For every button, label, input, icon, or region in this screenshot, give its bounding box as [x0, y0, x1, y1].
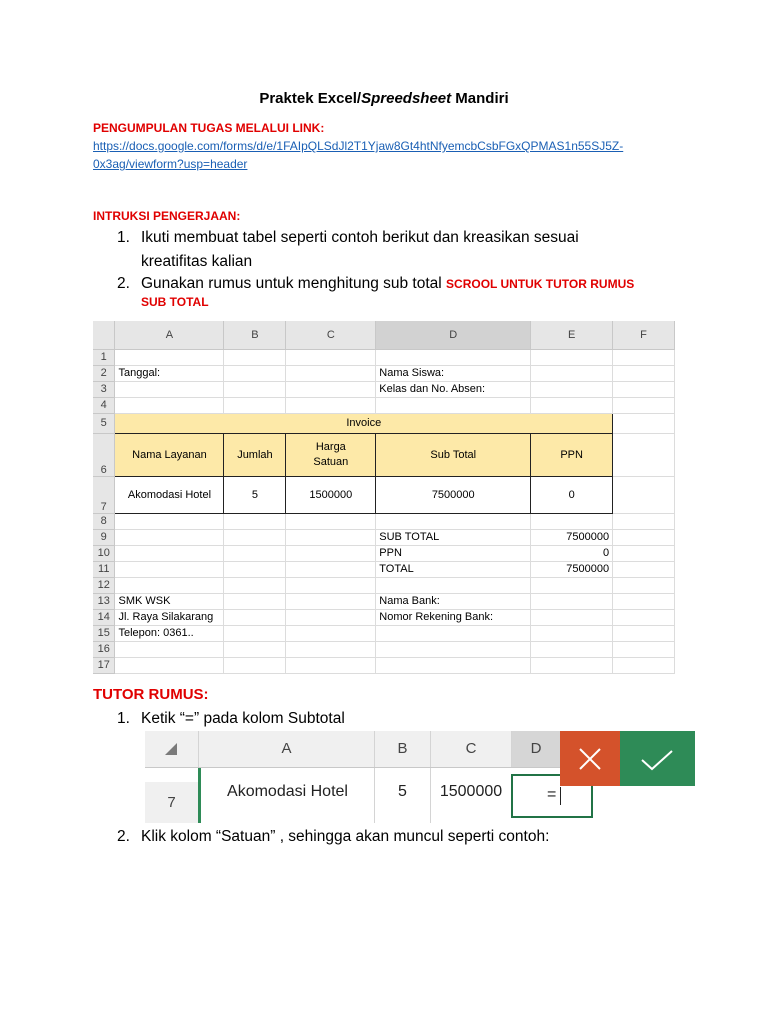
formula-entry-screenshot	[145, 731, 695, 823]
col-header-b[interactable]: B	[224, 321, 286, 349]
header-ppn[interactable]: PPN	[531, 433, 613, 476]
col-header-c[interactable]: C	[465, 740, 477, 757]
row-number[interactable]: 12	[93, 577, 115, 593]
school-phone[interactable]: Telepon: 0361..	[115, 625, 224, 641]
nama-siswa-label[interactable]: Nama Siswa:	[376, 365, 531, 381]
row-number[interactable]: 16	[93, 641, 115, 657]
scroll-note-2: SUB TOTAL	[141, 295, 209, 309]
tutor-step-2: 2. Klik kolom “Satuan” , sehingga akan muncul seperti contoh:	[117, 828, 550, 845]
instructions-label: INTRUKSI PENGERJAAN:	[93, 209, 241, 223]
select-all-triangle-icon[interactable]	[165, 743, 177, 755]
row-number[interactable]: 11	[93, 561, 115, 577]
text-cursor	[560, 787, 561, 805]
form-link-line2[interactable]: 0x3ag/viewform?usp=header	[93, 157, 248, 171]
col-header-d[interactable]: D	[512, 731, 560, 767]
col-header-b[interactable]: B	[397, 740, 408, 757]
row-number[interactable]: 13	[93, 593, 115, 609]
document-title: Praktek Excel/Spreedsheet Mandiri	[259, 90, 509, 107]
summary-value[interactable]: 7500000	[531, 561, 613, 577]
bank-account-label[interactable]: Nomor Rekening Bank:	[376, 609, 531, 625]
cell-harga[interactable]: 1500000	[286, 476, 376, 513]
spreadsheet-screenshot	[93, 321, 675, 677]
confirm-check-icon	[620, 731, 695, 786]
cell-nama-layanan[interactable]: Akomodasi Hotel	[115, 476, 224, 513]
header-nama-layanan[interactable]: Nama Layanan	[115, 433, 224, 476]
summary-label[interactable]: SUB TOTAL	[376, 529, 531, 545]
header-sub-total[interactable]: Sub Total	[376, 433, 531, 476]
cell-c7[interactable]: 1500000	[439, 783, 503, 800]
cell-ppn[interactable]: 0	[531, 476, 613, 513]
cell-sub-total[interactable]: 7500000	[376, 476, 531, 513]
school-address[interactable]: Jl. Raya Silakarang	[115, 609, 224, 625]
submission-label: PENGUMPULAN TUGAS MELALUI LINK:	[93, 121, 325, 135]
col-header-e[interactable]: E	[531, 321, 613, 349]
invoice-header[interactable]: Invoice	[115, 413, 613, 433]
tanggal-label[interactable]: Tanggal:	[115, 365, 224, 381]
row-number[interactable]: 5	[93, 413, 115, 433]
col-header-a[interactable]: A	[281, 740, 292, 757]
row-number[interactable]: 4	[93, 397, 115, 413]
school-name[interactable]: SMK WSK	[115, 593, 224, 609]
instruction-item-1: 1. Ikuti membuat tabel seperti contoh berikut dan kreasikan sesuai kreatifitas kalian	[117, 229, 579, 270]
row-number[interactable]: 14	[93, 609, 115, 625]
row-number[interactable]: 15	[93, 625, 115, 641]
kelas-label[interactable]: Kelas dan No. Absen:	[376, 381, 531, 397]
row-number[interactable]: 1	[93, 349, 115, 365]
col-header-a[interactable]: A	[115, 321, 224, 349]
cell-a7[interactable]: Akomodasi Hotel	[227, 783, 348, 800]
col-header-f[interactable]: F	[613, 321, 675, 349]
summary-value[interactable]: 7500000	[531, 529, 613, 545]
tutor-step-1: 1. Ketik “=” pada kolom Subtotal	[117, 710, 345, 727]
header-jumlah[interactable]: Jumlah	[224, 433, 286, 476]
row-number[interactable]: 6	[93, 433, 115, 476]
instruction-item-2: 2. Gunakan rumus untuk menghitung sub total SCROOL UNTUK TUTOR RUMUS SUB TOTAL	[117, 275, 635, 309]
row-number[interactable]: 7	[93, 476, 115, 513]
summary-value[interactable]: 0	[531, 545, 613, 561]
scroll-note: SCROOL UNTUK TUTOR RUMUS	[446, 277, 635, 291]
confirm-button[interactable]	[620, 731, 695, 786]
corner-cell[interactable]	[93, 321, 115, 349]
cancel-x-icon	[560, 731, 620, 786]
cell-b7[interactable]: 5	[398, 783, 407, 800]
summary-label[interactable]: PPN	[376, 545, 531, 561]
col-header-c[interactable]: C	[286, 321, 376, 349]
tutor-label: TUTOR RUMUS:	[93, 686, 209, 703]
row-number-7[interactable]: 7	[145, 782, 198, 823]
cancel-button[interactable]	[560, 731, 620, 786]
row-number[interactable]: 3	[93, 381, 115, 397]
row-number[interactable]: 9	[93, 529, 115, 545]
active-cell-d7[interactable]: =	[511, 774, 593, 818]
header-harga-satuan[interactable]: Harga Satuan	[286, 433, 376, 476]
col-header-d[interactable]: D	[376, 321, 531, 349]
bank-name-label[interactable]: Nama Bank:	[376, 593, 531, 609]
row-number[interactable]: 17	[93, 657, 115, 673]
row-number[interactable]: 2	[93, 365, 115, 381]
row-number[interactable]: 10	[93, 545, 115, 561]
form-link-line1[interactable]: https://docs.google.com/forms/d/e/1FAIpQLSdJl2T1Yjaw8Gt4htNfyemcbCsbFGxQPMAS1n55SJ5Z-	[93, 139, 624, 153]
row-number[interactable]: 8	[93, 513, 115, 529]
summary-label[interactable]: TOTAL	[376, 561, 531, 577]
cell-jumlah[interactable]: 5	[224, 476, 286, 513]
